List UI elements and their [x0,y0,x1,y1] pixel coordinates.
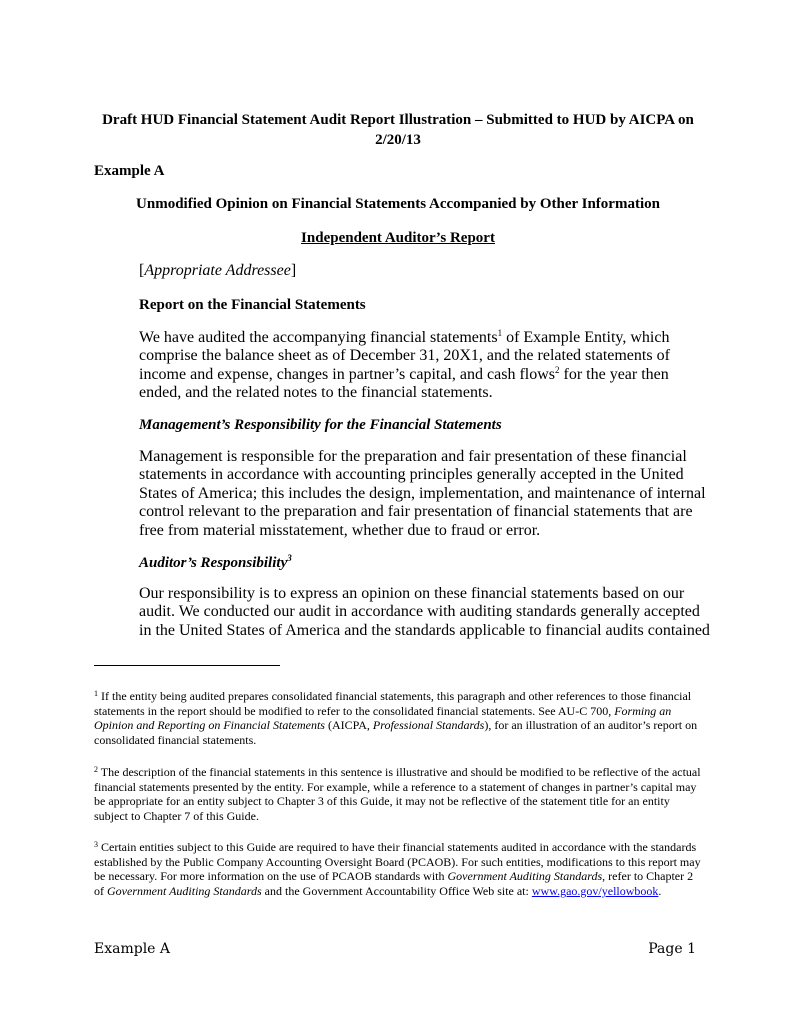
section-heading-management: Management’s Responsibility for the Financial Statements [139,417,502,433]
paragraph-audited-statements [139,329,711,403]
section-heading-auditor [139,555,292,572]
footnote-1-text-a: If the entity being audited prepares consolidated financial statements, this paragraph and other references to those financial statements in the report should be modified to refer to the consolidated financial statements. See AU-C 700, [94,689,692,718]
auditor-heading-text: Auditor’s Responsibility [139,555,288,571]
para1-text-b: of Example Entity, which comprise the balance sheet as of December 31, 20X1, and the related statements of income and expense, changes in partner’s capital, and cash flows [139,329,670,383]
footnote-1-italic-2: Professional Standards [372,718,485,733]
footnote-2 [94,765,702,824]
footer-page-number: Page 1 [648,941,696,957]
footnote-3-italic-2: Government Auditing Standards [107,884,262,899]
footnote-2-number: 2 [94,765,98,774]
footnote-3-text-c: and the Government Accountability Office Web site at: [261,884,532,899]
para1-text-c: for the year then ended, and the related notes to the financial statements. [139,365,669,402]
footnote-3 [94,840,702,899]
footnote-1-italic-1: Forming an Opinion and Reporting on Financial Statements [94,703,672,733]
document-title: Draft HUD Financial Statement Audit Report Illustration – Submitted to HUD by AICPA on 2/20/13 [102,112,694,148]
footnote-1-text-b: (AICPA, [324,718,373,733]
footnote-2-text: The description of the financial statements in this sentence is illustrative and should be modified to be reflective of the actual financial statements presented by the entity. For example, while a reference to a statement of changes in partner’s capital may be appropriate for an entity subject to Chapter 3 of this Guide, it may not be reflective of the statement title for an entity subject to Chapter 7 of this Guide. [94,765,701,824]
footnote-3-italic-1: Government Auditing Standards [447,869,603,884]
opinion-subtitle: Unmodified Opinion on Financial Statements Accompanied by Other Information [136,196,660,212]
gao-yellowbook-link[interactable]: www.gao.gov/yellowbook [531,884,659,899]
footnote-ref-3[interactable]: 3 [287,553,292,563]
addressee-placeholder: [Appropriate Addressee] [139,262,297,279]
section-heading-report: Report on the Financial Statements [139,297,366,313]
footnote-1-number: 1 [94,689,98,698]
footnote-3-text-b: , refer to Chapter 2 of [94,869,694,899]
report-title: Independent Auditor’s Report [301,230,495,246]
para1-text-a: We have audited the accompanying financial statements [139,329,498,346]
footnote-3-text-d: . [658,884,662,899]
footnote-1 [94,689,702,748]
paragraph-auditor-responsibility: Our responsibility is to express an opinion on these financial statements based on our audit. We conducted our audit in accordance with auditing standards generally accepted in the United States of America and the standards applicable to financial audits contained [139,585,710,639]
example-heading: Example A [94,163,165,179]
footnote-separator [94,665,280,666]
footnote-3-number: 3 [94,840,98,849]
paragraph-management-responsibility: Management is responsible for the preparation and fair presentation of these financial statements in accordance with accounting principles generally accepted in the United States of America; this includes the design, implementation, and maintenance of internal control relevant to the preparation and fair presentation of financial statements that are free from material misstatement, whether due to fraud or error. [139,448,706,539]
addressee-text: Appropriate Addressee [144,262,291,279]
footer-left-label: Example A [94,941,171,957]
footnote-3-text-a: Certain entities subject to this Guide are required to have their financial statements audited in accordance with the standards established by the Public Company Accounting Oversight Board (PCAOB). For such entities, modifications to this report may be necessary. For more information on the use of PCAOB standards with [94,840,701,884]
footnote-ref-2[interactable]: 2 [555,364,560,375]
footnote-ref-1[interactable]: 1 [497,328,503,338]
footnote-1-text-c: ), for an illustration of an auditor’s report on consolidated financial statements. [94,718,698,748]
